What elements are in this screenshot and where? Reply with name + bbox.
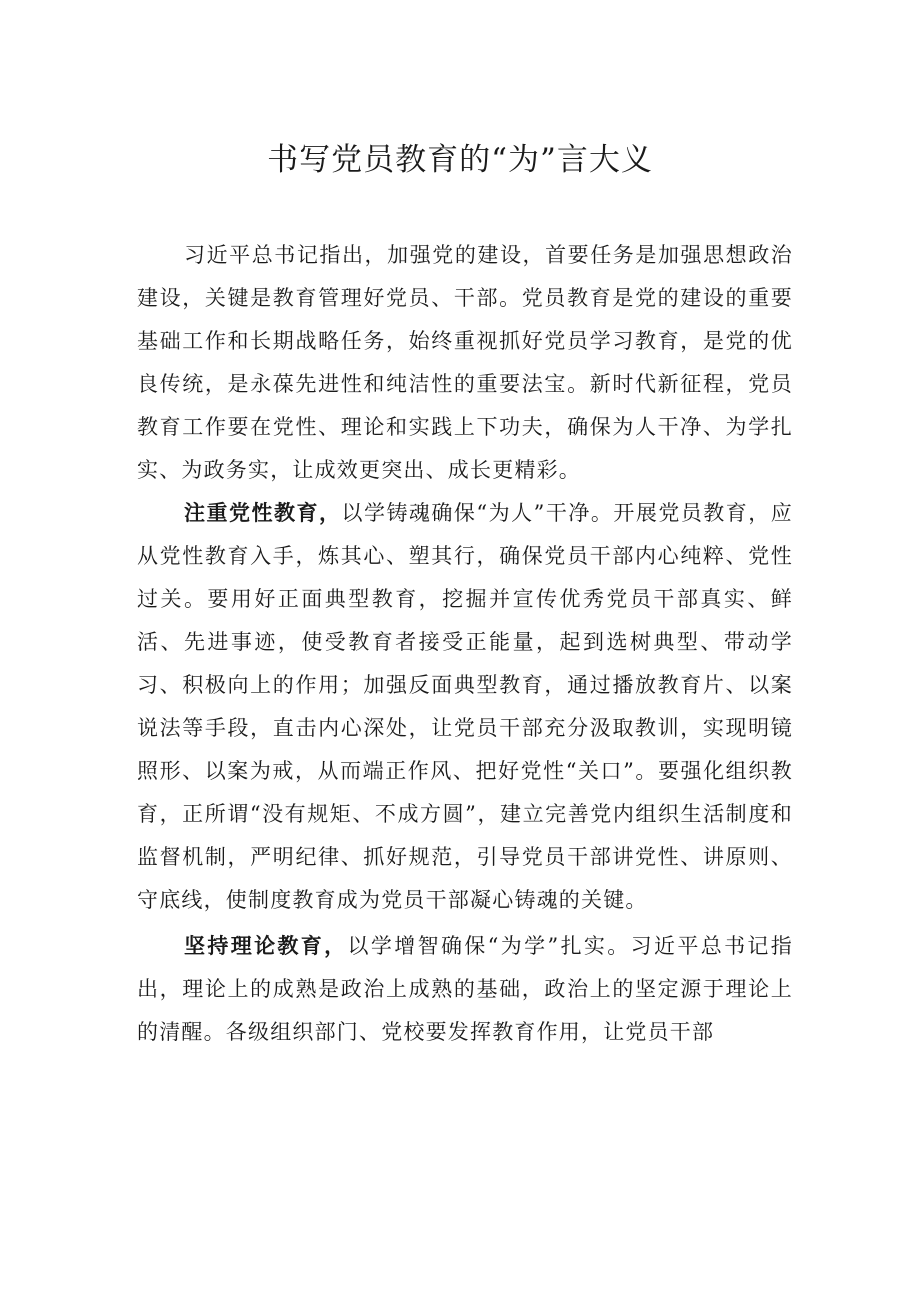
paragraph-text: 以学铸魂确保“为人”干净。开展党员教育，应从党性教育入手，炼其心、塑其行，确保党员干部内心纯粹、党性过关。要用好正面典型教育，挖掘并宣传优秀党员干部真实、鲜活、先进事迹，使受教育者接受正能量，起到选树典型、带动学习、积极向上的作用；加强反面典型教育，通过播放教育片、以案说法等手段，直击内心深处，让党员干部充分汲取教训，实现明镜照形、以案为戒，从而端正作风、把好党性“关口”。要强化组织教育，正所谓“没有规矩、不成方圆”，建立完善党内组织生活制度和监督机制，严明纪律、抓好规范，引导党员干部讲党性、讲原则、守底线，使制度教育成为党员干部凝心铸魂的关键。 [137,501,793,912]
paragraph-lead: 坚持理论教育， [184,934,348,958]
paragraph-party-spirit [137,492,793,922]
paragraph-text: 以学增智确保“为学”扎实。习近平总书记指出，理论上的成熟是政治上成熟的基础，政治上的坚定源于理论上的清醒。各级组织部门、党校要发挥教育作用，让党员干部 [137,934,793,1044]
paragraph-intro [137,234,793,492]
document-title: 书写党员教育的“为”言大义 [267,142,653,178]
paragraph-theory [137,925,793,1054]
paragraph-lead: 注重党性教育， [184,501,342,525]
document-body [137,234,793,1054]
paragraph-text: 习近平总书记指出，加强党的建设，首要任务是加强思想政治建设，关键是教育管理好党员、干部。党员教育是党的建设的重要基础工作和长期战略任务，始终重视抓好党员学习教育，是党的优良传统，是永葆先进性和纯洁性的重要法宝。新时代新征程，党员教育工作要在党性、理论和实践上下功夫，确保为人干净、为学扎实、为政务实，让成效更突出、成长更精彩。 [137,243,793,482]
